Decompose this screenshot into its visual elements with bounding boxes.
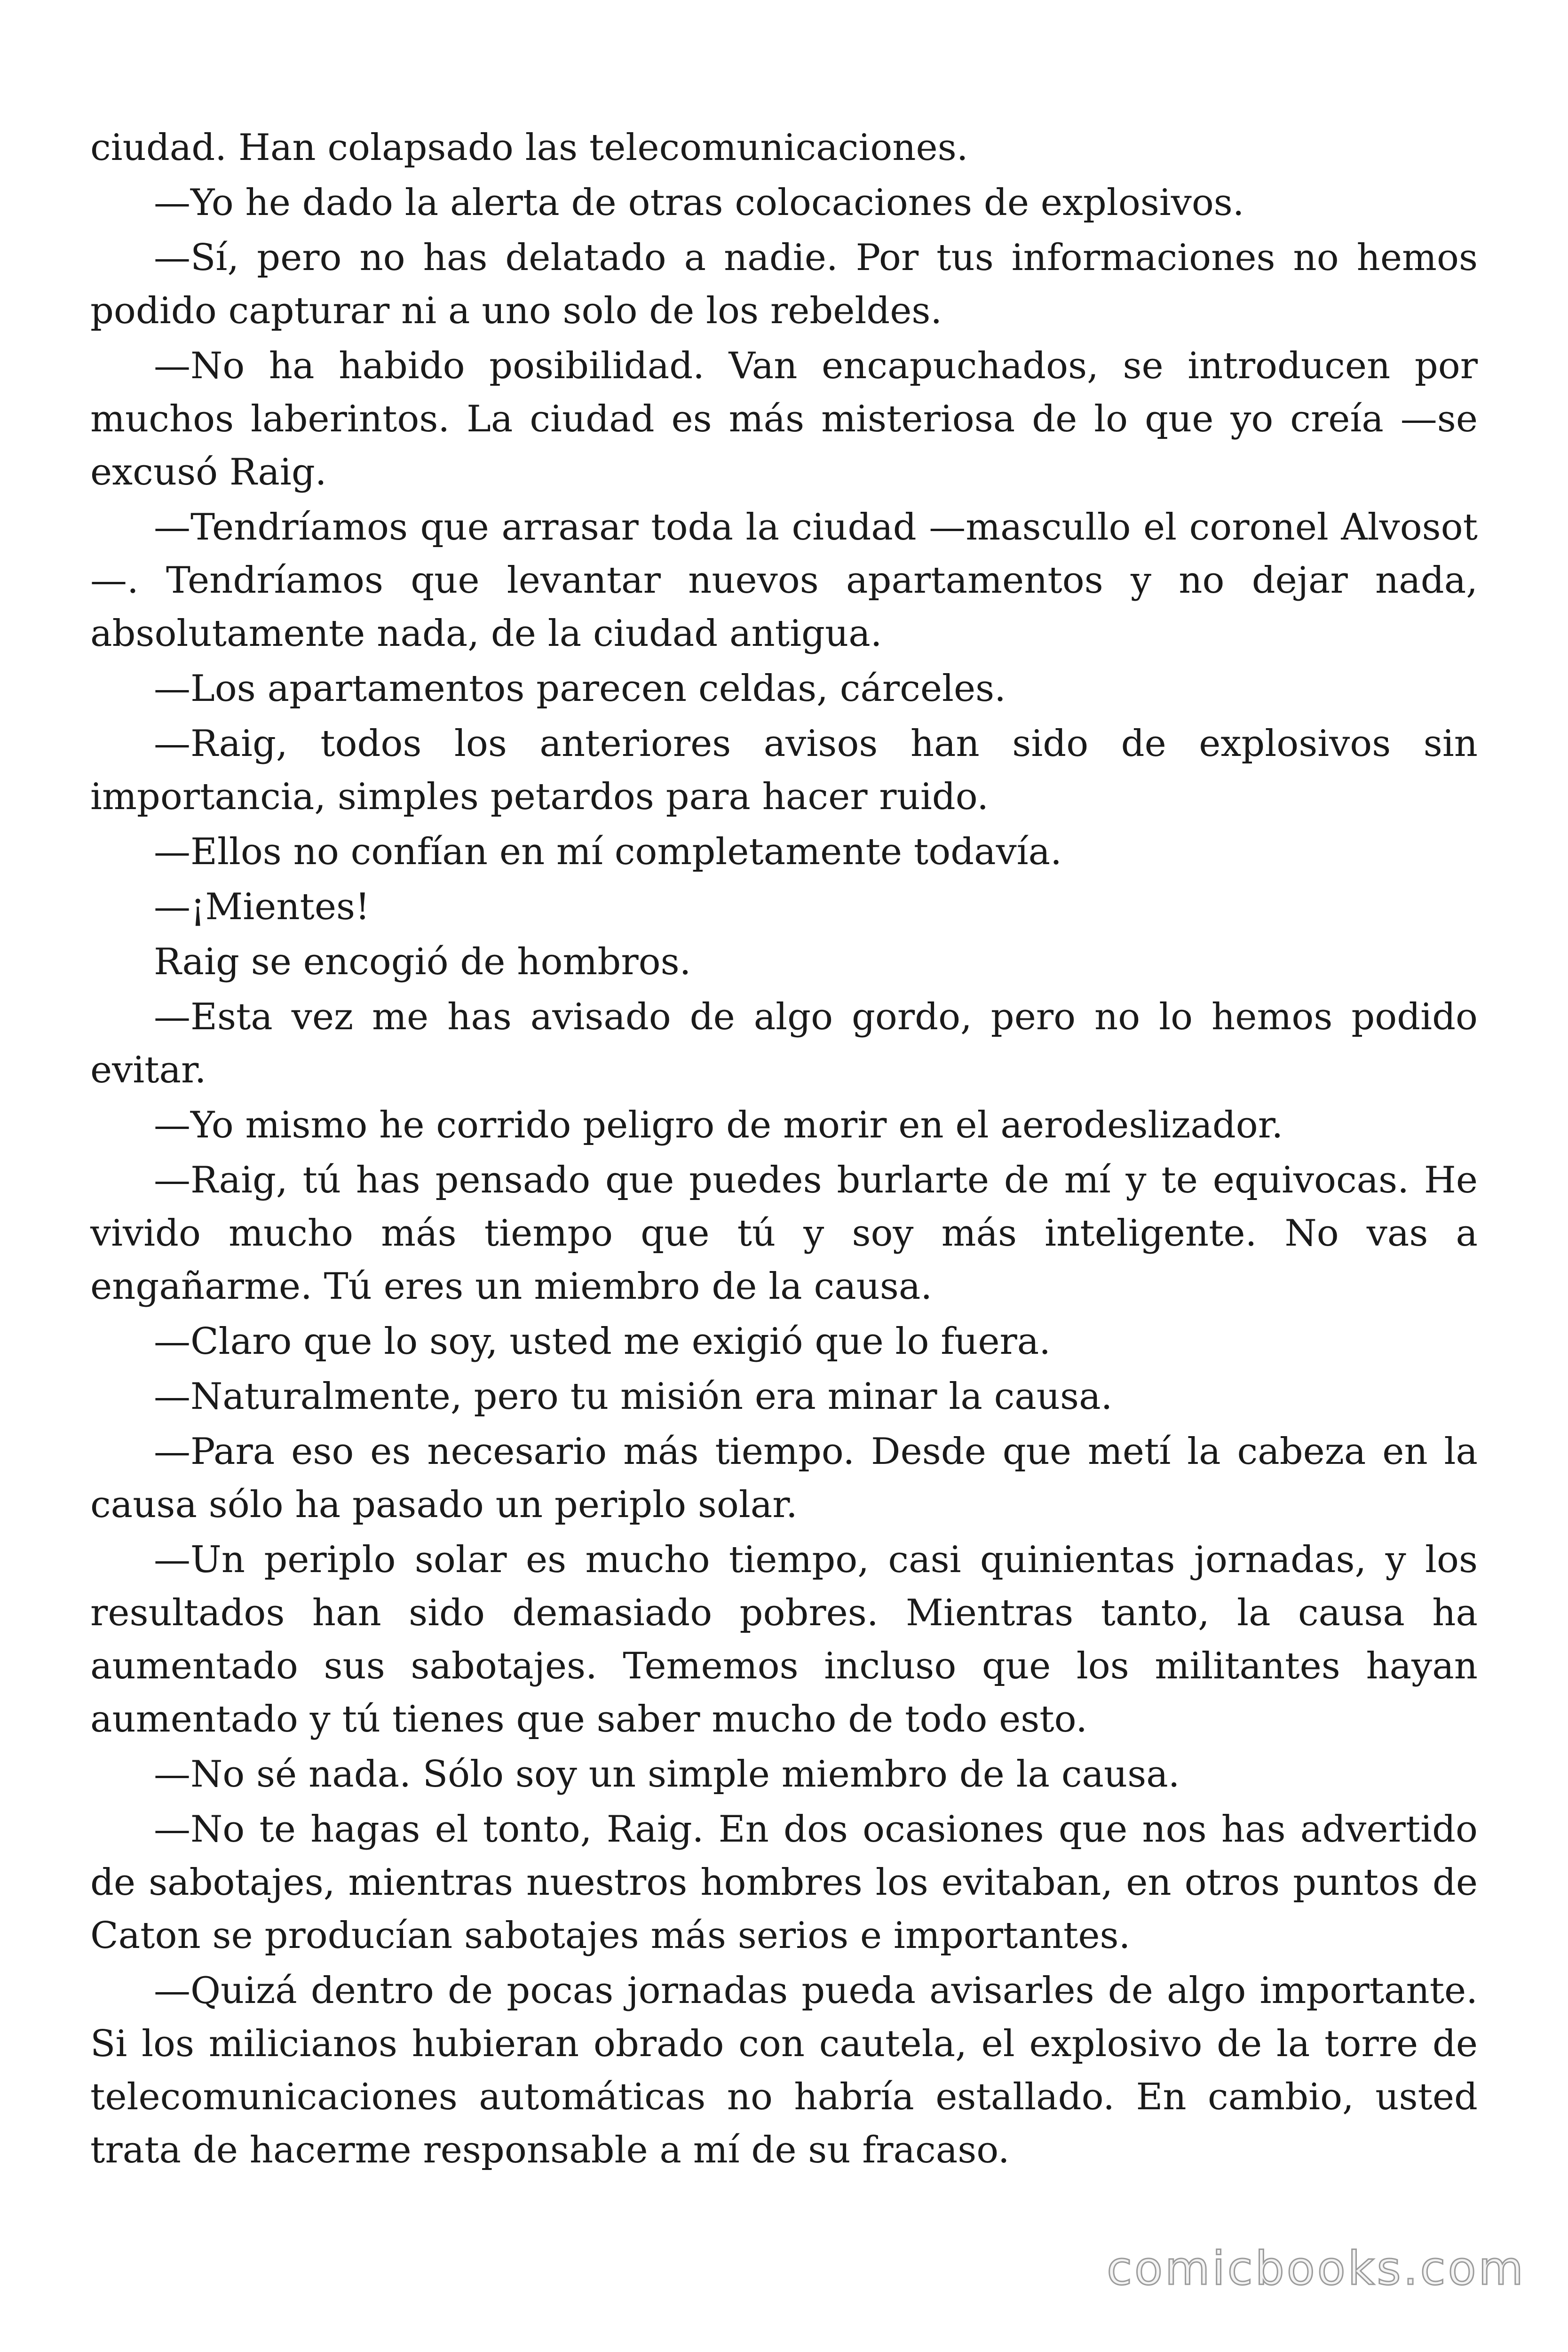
paragraph: Raig se encogió de hombros. — [154, 941, 691, 983]
paragraph: —Raig, todos los anteriores avisos han sido de explosivos sin importancia, simples petardos para hacer ruido. — [90, 723, 1478, 818]
paragraph: —Ellos no confían en mí completamente todavía. — [154, 831, 1062, 873]
paragraph: —Quizá dentro de pocas jornadas pueda avisarles de algo importante. Si los milicianos hubieran obrado con cautela, el explosivo de la torre de telecomunicaciones automáticas no habría estallado. En cambio, usted trata de hacerme responsable a mí de su fracaso. — [90, 1970, 1478, 2171]
page-text — [90, 121, 1478, 2179]
paragraph: —¡Mientes! — [154, 886, 370, 928]
paragraph: —No te hagas el tonto, Raig. En dos ocasiones que nos has advertido de sabotajes, mientras nuestros hombres los evitaban, en otros puntos de Caton se producían sabotajes más serios e importantes. — [90, 1808, 1478, 1957]
paragraph: —Naturalmente, pero tu misión era minar la causa. — [154, 1375, 1113, 1418]
paragraph: —Para eso es necesario más tiempo. Desde que metí la cabeza en la causa sólo ha pasado un periplo solar. — [90, 1430, 1478, 1526]
paragraph: —Claro que lo soy, usted me exigió que lo fuera. — [154, 1320, 1051, 1363]
paragraph: —Los apartamentos parecen celdas, cárceles. — [154, 667, 1006, 710]
paragraph: ciudad. Han colapsado las telecomunicaciones. — [90, 127, 968, 169]
watermark: comicbooks.com — [1107, 2242, 1526, 2296]
paragraph: —Sí, pero no has delatado a nadie. Por tus informaciones no hemos podido capturar ni a uno solo de los rebeldes. — [90, 237, 1478, 332]
paragraph: —Yo mismo he corrido peligro de morir en el aerodeslizador. — [154, 1104, 1283, 1146]
paragraph: —Esta vez me has avisado de algo gordo, pero no lo hemos podido evitar. — [90, 996, 1478, 1091]
paragraph: —Tendríamos que arrasar toda la ciudad —mascullo el coronel Alvosot—. Tendríamos que levantar nuevos apartamentos y no dejar nada, absolutamente nada, de la ciudad antigua. — [90, 506, 1478, 655]
paragraph: —Un periplo solar es mucho tiempo, casi quinientas jornadas, y los resultados han sido demasiado pobres. Mientras tanto, la causa ha aumentado sus sabotajes. Tememos incluso que los militantes hayan aumentado y tú tienes que saber mucho de todo esto. — [90, 1539, 1478, 1740]
paragraph: —Raig, tú has pensado que puedes burlarte de mí y te equivocas. He vivido mucho más tiempo que tú y soy más inteligente. No vas a engañarme. Tú eres un miembro de la causa. — [90, 1159, 1478, 1308]
paragraph: —No ha habido posibilidad. Van encapuchados, se introducen por muchos laberintos. La ciudad es más misteriosa de lo que yo creía —se excusó Raig. — [90, 345, 1478, 493]
paragraph: —No sé nada. Sólo soy un simple miembro de la causa. — [154, 1753, 1180, 1796]
paragraph: —Yo he dado la alerta de otras colocaciones de explosivos. — [154, 182, 1244, 224]
